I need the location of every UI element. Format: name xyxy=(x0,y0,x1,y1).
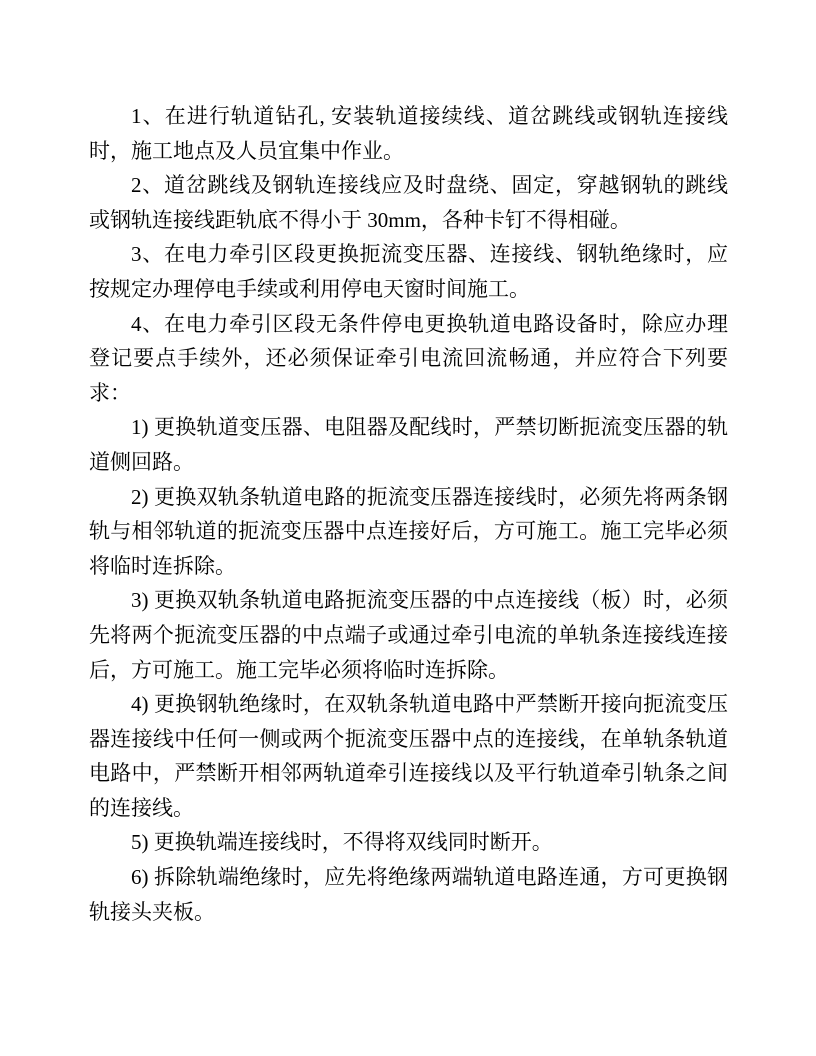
paragraph-subitem-6: 6) 拆除轨端绝缘时，应先将绝缘两端轨道电路连通，方可更换钢轨接头夹板。 xyxy=(89,865,728,924)
paragraph-subitem-3: 3) 更换双轨条轨道电路扼流变压器的中点连接线（板）时，必须先将两个扼流变压器的中点端子或通过牵引电流的单轨条连接线连接后，方可施工。施工完毕必须将临时连拆除。 xyxy=(89,588,728,682)
paragraph-subitem-5: 5) 更换轨端连接线时，不得将双线同时断开。 xyxy=(131,830,553,855)
paragraph-subitem-4: 4) 更换钢轨绝缘时，在双轨条轨道电路中严禁断开接向扼流变压器连接线中任何一侧或两个扼流变压器中点的连接线，在单轨条轨道电路中，严禁断开相邻两轨道牵引连接线以及平行轨道牵引轨条之间的连接线。 xyxy=(89,692,728,820)
document-body xyxy=(89,99,728,929)
paragraph-subitem-2: 2) 更换双轨条轨道电路的扼流变压器连接线时，必须先将两条钢轨与相邻轨道的扼流变压器中点连接好后，方可施工。施工完毕必须将临时连拆除。 xyxy=(89,484,728,578)
paragraph-item-4: 4、在电力牵引区段无条件停电更换轨道电路设备时，除应办理登记要点手续外，还必须保证牵引电流回流畅通，并应符合下列要求： xyxy=(89,311,728,405)
paragraph-item-1: 1、在进行轨道钻孔, 安装轨道接续线、道岔跳线或钢轨连接线时，施工地点及人员宜集中作业。 xyxy=(89,104,728,163)
paragraph-subitem-1: 1) 更换轨道变压器、电阻器及配线时，严禁切断扼流变压器的轨道侧回路。 xyxy=(89,415,728,474)
paragraph-item-3: 3、在电力牵引区段更换扼流变压器、连接线、钢轨绝缘时，应按规定办理停电手续或利用停电天窗时间施工。 xyxy=(89,242,728,301)
paragraph-item-2: 2、道岔跳线及钢轨连接线应及时盘绕、固定，穿越钢轨的跳线或钢轨连接线距轨底不得小于 30mm，各种卡钉不得相碰。 xyxy=(89,173,728,232)
